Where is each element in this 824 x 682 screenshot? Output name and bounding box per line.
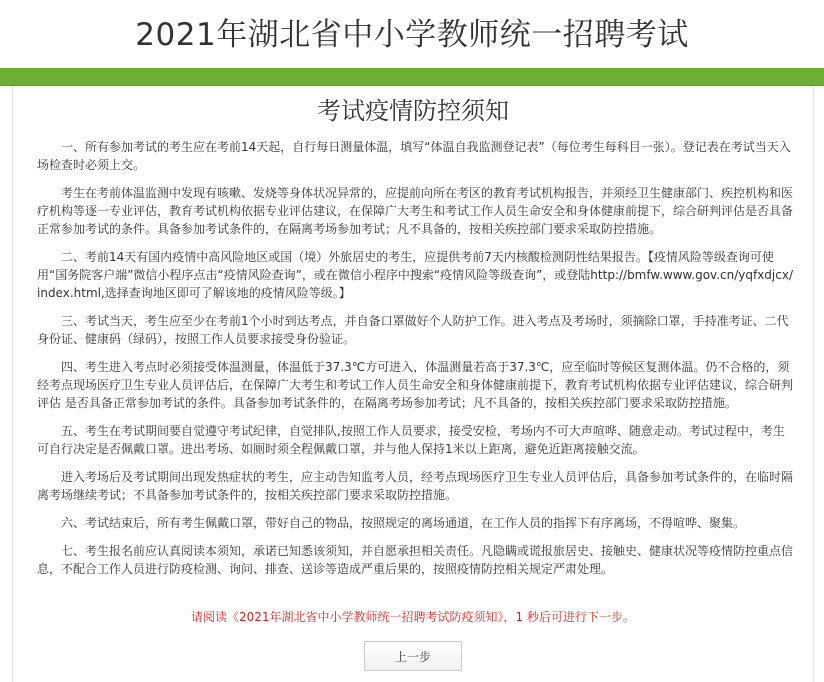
notice-title: 考试疫情防控须知 xyxy=(317,97,509,125)
notice-paragraph-2: 考生在考前体温监测中发现有咳嗽、发烧等身体状况异常的，应提前向所在考区的教育考试机构报告，并须经卫生健康部门、疾控机构和医疗机构等逐一专业评估，教育考试机构依据专业评估建议，在保障广大考生和考试工作人员生命安全和身体健康前提下，综合研判评估是否具备正常参加考试的条件。具备参加考试条件的，在隔离考场参加考试；凡不具备的，按相关疾控部门要求采取防控措施。 xyxy=(37,186,794,236)
notice-content xyxy=(37,138,793,588)
previous-step-button[interactable]: 上一步 xyxy=(364,641,462,671)
notice-paragraph-9: 七、考生报名前应认真阅读本须知，承诺已知悉该须知，并自愿承担相关责任。凡隐瞒或谎报旅居史、接触史、健康状况等疫情防控重点信息，不配合工作人员进行防疫检测、询问、排查、送诊等造成严重后果的，按照疫情防控相关规定严肃处理。 xyxy=(37,544,794,576)
notice-paragraph-3: 二、考前14天有国内疫情中高风险地区或国（境）外旅居史的考生，应提供考前7天内核酸检测阴性结果报告。【疫情风险等级查询可使用“国务院客户端”微信小程序点击“疫情风险查询”，或在微信小程序中搜索“疫情风险等级查询”，或登陆http://bmfw.www.gov.cn/yqfxdjcx/index.html,选择查询地区即可了解该地的疫情风险等级。】 xyxy=(37,250,793,300)
notice-paragraph-5: 四、考生进入考点时必须接受体温测量，体温低于37.3℃方可进入，体温测量若高于37.3℃，应至临时等候区复测体温。仍不合格的，须经考点现场医疗卫生专业人员评估后，在保障广大考生和考试工作人员生命安全和身体健康前提下，教育考试机构依据专业评估建议，综合研判评估 是否具备正常参加考试的条件。具备参加考试条件的，在隔离考场参加考试；凡不具备的，按相关疾控部门要求采取防控措施。 xyxy=(37,360,794,410)
page-title: 2021年湖北省中小学教师统一招聘考试 xyxy=(135,17,689,53)
reading-countdown-warning: 请阅读《2021年湖北省中小学教师统一招聘考试防疫须知》，1 秒后可进行下一步。 xyxy=(191,610,635,624)
notice-paragraph-7: 进入考场后及考试期间出现发热症状的考生，应主动告知监考人员，经考点现场医疗卫生专业人员评估后，具备参加考试条件的，在临时隔离考场继续考试；不具备参加考试条件的，按相关疾控部门要求采取防控措施。 xyxy=(37,470,794,502)
header-accent-bar xyxy=(0,68,824,86)
notice-paragraph-4: 三、考试当天，考生应至少在考前1个小时到达考点，并自备口罩做好个人防护工作。进入考点及考场时，须摘除口罩，手持准考证、二代身份证、健康码（绿码），按照工作人员要求接受身份验证。 xyxy=(37,314,789,346)
notice-paragraph-1: 一、所有参加考试的考生应在考前14天起，自行每日测量体温，填写“体温自我监测登记表”（每位考生每科目一张）。登记表在考试当天入场检查时必须上交。 xyxy=(37,140,791,172)
page-header xyxy=(0,0,824,68)
notice-panel xyxy=(12,86,814,682)
notice-paragraph-8: 六、考试结束后，所有考生佩戴口罩，带好自己的物品，按照规定的离场通道，在工作人员的指挥下有序离场，不得喧哗、聚集。 xyxy=(61,516,746,530)
notice-paragraph-6: 五、考生在考试期间要自觉遵守考试纪律，自觉排队,按照工作人员要求，接受安检，考场内不可大声喧哗、随意走动。考试过程中，考生可自行决定是否佩戴口罩。进出考场、如厕时须全程佩戴口罩，并与他人保持1米以上距离，避免近距离接触交流。 xyxy=(37,424,785,456)
